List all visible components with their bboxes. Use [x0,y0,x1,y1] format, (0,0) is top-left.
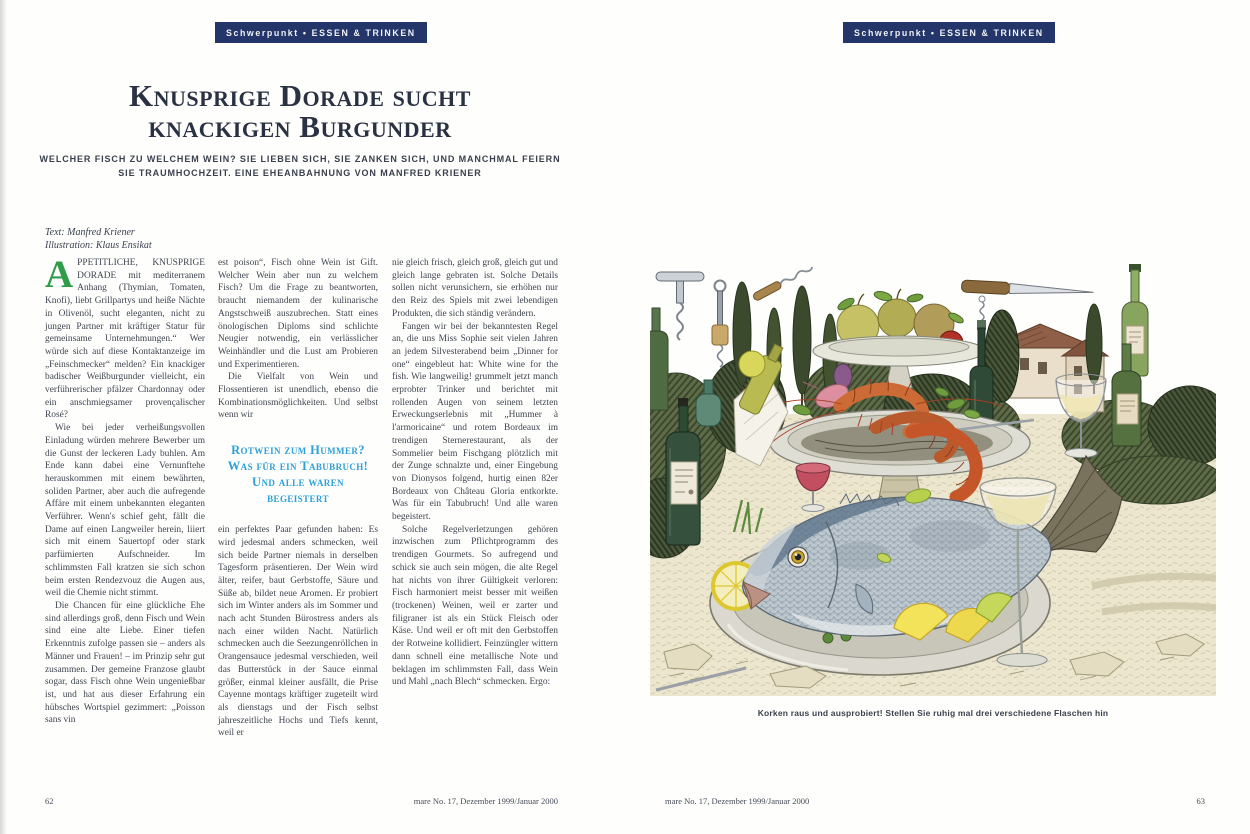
pull-quote-line-1: Rotwein zum Hummer? [231,443,365,458]
paragraph: ein perfektes Paar gefunden haben: Es wird jedesmal anders schmecken, weil sich beide Partner niemals in derselben Tagesform präsentieren. Der Wein wird älter, reifer, baut Gerbstoffe, Säure und Süße ab, bildet neue Aromen. Er probiert sich im Winter anders als im Sommer und nach acht Stunden Bürostress anders als nach einer wilden Nacht. Natürlich schmecken auch die Seezungenröllchen in Orangensauce jedesmal verschieden, weil das Butterstück in der Sauce einmal größer, einmal kleiner ausfällt, die Prise Cayenne montags kräftiger zugeteilt wird als dienstags und der Fisch selbst jahreszeitliche Hochs und Tiefs kennt, weil er [218,525,378,739]
paragraph: Die Chancen für eine glückliche Ehe sind allerdings groß, denn Fisch und Wein sind eine alte Liebe. Einer tiefen Erkenntnis zufolge passen sie – anders als Männer und Frauen! – im Prinzip sehr gut zusammen. Der gemeine Franzose glaubt sogar, dass Fisch ohne Wein ungenießbar ist, und hat aus dieser Erfahrung ein hübsches Wortspiel gezimmert: „Poisson sans vin [45,600,205,726]
text-column-3 [392,257,558,689]
page-number-right: 63 [1196,796,1205,806]
subtitle-line-2: SIE TRAUMHOCHZEIT. EINE EHEANBAHNUNG VON MANFRED KRIENER [118,168,482,178]
paragraph: nie gleich frisch, gleich groß, gleich gut und gleich lange gebraten ist. Solche Details sollen nicht verunsichern, sie erhöhen nur den Reiz des Spiels mit zwei lebendigen Produkten, die sich ständig verändern. [392,258,558,319]
title-line-2: knackigen Burgunder [148,109,452,144]
paragraph: Fangen wir bei der bekanntesten Regel an, die uns Miss Sophie seit vielen Jahren an jedem Silvesterabend beim „Dinner for one“ eingebleut hat: White wine for the fish. Wie langweilig! grummelt jetzt manch erprobter Trinker und berichtet mit rollenden Augen von seinem letzten Erweckungserlebnis mit „Hummer à l'armoricaine“ und rotem Bordeaux im trendigen Sternerestaurant, als der Sommelier beim Fischgang plötzlich mit der Zunge schnalzte und, einer Eingebung von Dionysos folgend, hurtig einen 82er Bordeaux von Château Gloria entkorkte. Was für ein Tabubruch! Und alle waren begeistert. [392,321,558,523]
article-title [40,80,560,142]
illustration-canvas [650,256,1216,696]
paragraph: Wie bei jeder verheißungsvollen Einladung würden mehrere Bewerber um die Gunst der leckeren Lady buhlen. Am Ende kann dabei eine Vernunftehe herauskommen mit einem bewährten, soliden Partner, aber auch die aufregende Affäre mit einem unbekannten eleganten Verführer. Wenn's schief geht, fällt die Dame auf einen Langweiler herein, liiert sich mit einem Sauertopf oder stark parfümierten Aufschneider. Im schlimmsten Fall kratzen sie sich schon beim ersten Rendezvouz die Augen aus, weil die Chemie nicht stimmt. [45,423,205,599]
paragraph: Solche Regelverletzungen gehören inzwischen zum Pflichtprogramm des trendigen Gourmets. So aufregend und schick sie auch sein mögen, die alte Regel hat nichts von ihrer Gültigkeit verloren: Fisch harmoniert meist besser mit weißen (trockenen) Weinen, weil er zarter und filigraner ist als ein Stück Fleisch oder Käse. Und weil er oft mit den Gerbstoffen der Rotweine kollidiert. Feinzüngler wittern dann schnell eine metallische Note und beklagen im schlimmsten Fall, dass Wein und Mahl „nach Blech“ schmecken. Ergo: [392,524,558,688]
corkscrew-cork [712,281,728,368]
byline [45,227,152,252]
wine-bottle-far-left [650,308,668,410]
text-column-1 [45,253,205,727]
section-badge-label: Schwerpunkt • ESSEN & TRINKEN [226,27,416,38]
corkscrew-t [656,272,704,340]
page-footer-right [665,796,1205,806]
paragraph-text: PPETITLICHE, KNUSPRIGE DORADE mit mediterranem Anhang (Thymian, Tomaten, Knofi), liebt Grillpartys und heiße Nächte in Olivenöl, sucht eleganten, nicht zu jungen Partner mit kräftiger Statur für gemeinsame Unternehmungen.“ Wer würde sich auf diese Kontaktanzeige im „Feinschmecker“ melden? Ein knackiger badischer Weißburgunder vielleicht, ein verführerischer pfälzer Chardonnay oder ein anschmiegsamer provençalischer Rosé? [45,258,205,421]
issue-info: mare No. 17, Dezember 1999/Januar 2000 [413,796,558,806]
article-subtitle [35,152,565,180]
illustration [650,256,1216,696]
paragraph: Die Vielfalt von Wein und Flossentieren ist unendlich, ebenso die Kombinationsmöglichkeiten. Und selbst wenn wir [218,372,378,421]
page-number-left: 62 [45,796,54,806]
section-badge-right [843,22,1055,43]
pull-quote [220,442,376,506]
paragraph [45,253,205,422]
paragraph: est poison“, Fisch ohne Wein ist Gift. Welcher Wein aber nun zu welchem Fisch? Um die Frage zu beantworten, braucht niemandem der kulinarische Angstschweiß auszubrechen. Statt eines önologischen Diploms sind schlichte Neugier notwendig, ein verlässlicher Weinhändler und die Lust am Probieren und Experimentieren. [218,258,378,370]
pull-quote-line-2: Was für ein Tabubruch! [227,459,369,474]
illustration-caption: Korken raus und ausprobiert! Stellen Sie ruhig mal drei verschiedene Flaschen hin [757,708,1109,718]
title-line-1: Knusprige Dorade sucht [129,78,471,113]
byline-text-credit: Text: Manfred Kriener [45,227,135,238]
drop-cap: A [45,253,74,296]
text-column-2 [218,257,378,740]
subtitle-line-1: WELCHER FISCH ZU WELCHEM WEIN? SIE LIEBEN SICH, SIE ZANKEN SICH, UND MANCHMAL FEIERN [39,154,561,164]
section-badge-left [215,22,427,43]
page-footer-left [45,796,558,806]
pull-quote-line-3: Und alle waren begeistert [252,475,344,506]
page-edge-shadow [0,0,7,834]
byline-illustration-credit: Illustration: Klaus Ensikat [45,239,152,251]
section-badge-label: Schwerpunkt • ESSEN & TRINKEN [854,27,1044,38]
issue-info: mare No. 17, Dezember 1999/Januar 2000 [665,796,810,806]
